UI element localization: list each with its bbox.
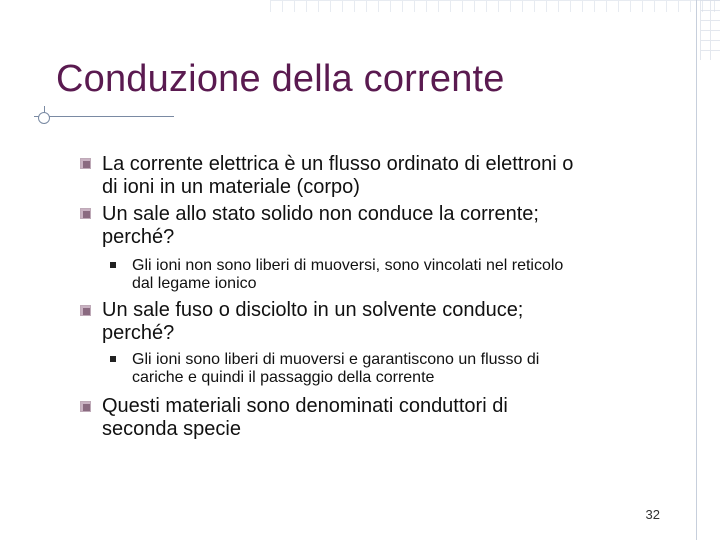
bullet-item — [102, 395, 692, 441]
bullet-square-icon — [80, 305, 91, 316]
bullet-item — [102, 153, 692, 199]
sub-bullet-square-icon — [110, 262, 116, 268]
sub-bullet-text-line: cariche e quindi il passaggio della corrente — [132, 369, 435, 386]
sub-bullet-square-icon — [110, 356, 116, 362]
bullet-item — [102, 299, 692, 345]
sub-bullet-item — [132, 351, 682, 387]
sub-bullet-item — [132, 257, 682, 293]
bullet-item — [102, 203, 692, 249]
sub-bullet-text-line: Gli ioni sono liberi di muoversi e garantiscono un flusso di — [132, 351, 540, 368]
bullet-text-line: Un sale fuso o disciolto in un solvente conduce; — [102, 299, 524, 321]
slide-title: Conduzione della corrente — [56, 58, 505, 100]
page-number: 32 — [645, 507, 660, 522]
bullet-text-line: di ioni in un materiale (corpo) — [102, 176, 360, 198]
bullet-text-line: Un sale allo stato solido non conduce la corrente; — [102, 203, 539, 225]
bullet-text-line: La corrente elettrica è un flusso ordinato di elettroni o — [102, 153, 574, 175]
bullet-square-icon — [80, 401, 91, 412]
bullet-square-icon — [80, 208, 91, 219]
bullet-square-icon — [80, 158, 91, 169]
sub-bullet-text-line: Gli ioni non sono liberi di muoversi, sono vincolati nel reticolo — [132, 257, 564, 274]
bullet-text-line: perché? — [102, 226, 175, 248]
bullet-text-line: perché? — [102, 322, 175, 344]
sub-bullet-text-line: dal legame ionico — [132, 275, 257, 292]
bullet-text-line: seconda specie — [102, 418, 241, 440]
bullet-text-line: Questi materiali sono denominati conduttori di — [102, 395, 508, 417]
